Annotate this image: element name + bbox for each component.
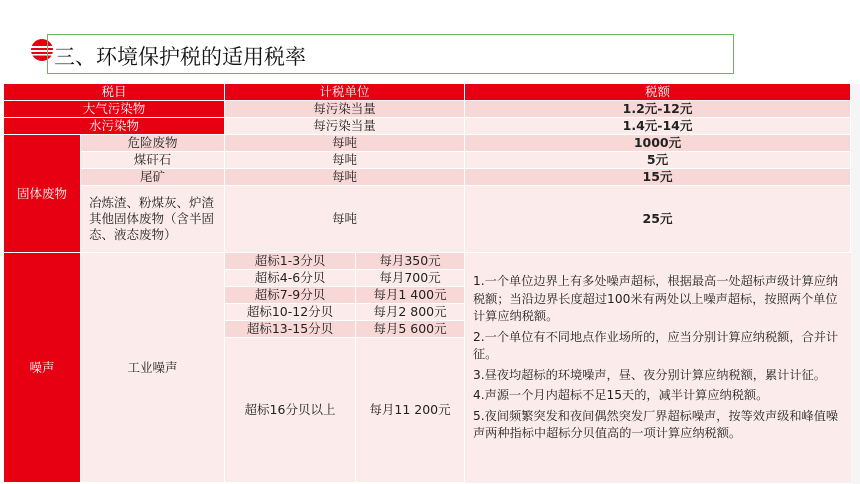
noise-level-range: 超标7-9分贝 — [225, 287, 356, 304]
noise-note: 1.一个单位边界上有多处噪声超标，根据最高一处超标声级计算应纳税额；当沿边界长度超过100米有两处以上噪声超标，按照两个单位计算应纳税额。 — [473, 274, 839, 323]
solid-amount-gangue: 5元 — [465, 152, 851, 169]
solid-unit-other: 每吨 — [225, 186, 465, 253]
noise-notes — [465, 253, 851, 483]
noise-level-amount: 每月2 800元 — [356, 304, 465, 321]
noise-level-range: 超标4-6分贝 — [225, 270, 356, 287]
solid-amount-tailings: 15元 — [465, 169, 851, 186]
noise-note: 2.一个单位有不同地点作业场所的，应当分别计算应纳税额，合并计征。 — [473, 329, 839, 361]
noise-level-amount: 每月350元 — [356, 253, 465, 270]
solid-item-hazardous: 危险废物 — [81, 135, 225, 152]
solid-amount-hazardous: 1000元 — [465, 135, 851, 152]
solid-unit-hazardous: 每吨 — [225, 135, 465, 152]
noise-level-range: 超标13-15分贝 — [225, 321, 356, 338]
page-edge-shadow — [851, 84, 860, 484]
air-unit: 每污染当量 — [225, 101, 465, 118]
header-unit: 计税单位 — [225, 84, 465, 101]
noise-level-range: 超标10-12分贝 — [225, 304, 356, 321]
noise-subcategory: 工业噪声 — [81, 253, 225, 483]
title-box — [47, 34, 734, 74]
noise-level-amount: 每月5 600元 — [356, 321, 465, 338]
air-item: 大气污染物 — [4, 101, 225, 118]
page-title: 三、环境保护税的适用税率 — [54, 45, 306, 69]
noise-note: 3.昼夜均超标的环境噪声，昼、夜分别计算应纳税额，累计计征。 — [473, 367, 826, 382]
noise-level-amount: 每月1 400元 — [356, 287, 465, 304]
water-item: 水污染物 — [4, 118, 225, 135]
water-amount: 1.4元-14元 — [465, 118, 851, 135]
solid-unit-gangue: 每吨 — [225, 152, 465, 169]
solid-unit-tailings: 每吨 — [225, 169, 465, 186]
header-item: 税目 — [4, 84, 225, 101]
solid-item-other: 冶炼渣、粉煤灰、炉渣其他固体废物（含半固态、液态废物） — [81, 186, 225, 253]
noise-note: 5.夜间频繁突发和夜间偶然突发厂界超标噪声，按等效声级和峰值噪声两种指标中超标分贝值高的一项计算应纳税额。 — [473, 408, 839, 440]
noise-category: 噪声 — [4, 253, 81, 483]
noise-level-range: 超标1-3分贝 — [225, 253, 356, 270]
air-amount: 1.2元-12元 — [465, 101, 851, 118]
water-unit: 每污染当量 — [225, 118, 465, 135]
solid-item-tailings: 尾矿 — [81, 169, 225, 186]
noise-level-amount: 每月11 200元 — [356, 338, 465, 483]
noise-level-range: 超标16分贝以上 — [225, 338, 356, 483]
header-amount: 税额 — [465, 84, 851, 101]
solid-amount-other: 25元 — [465, 186, 851, 253]
noise-level-amount: 每月700元 — [356, 270, 465, 287]
noise-note: 4.声源一个月内超标不足15天的，减半计算应纳税额。 — [473, 388, 769, 402]
solid-category: 固体废物 — [4, 135, 81, 253]
solid-item-gangue: 煤矸石 — [81, 152, 225, 169]
